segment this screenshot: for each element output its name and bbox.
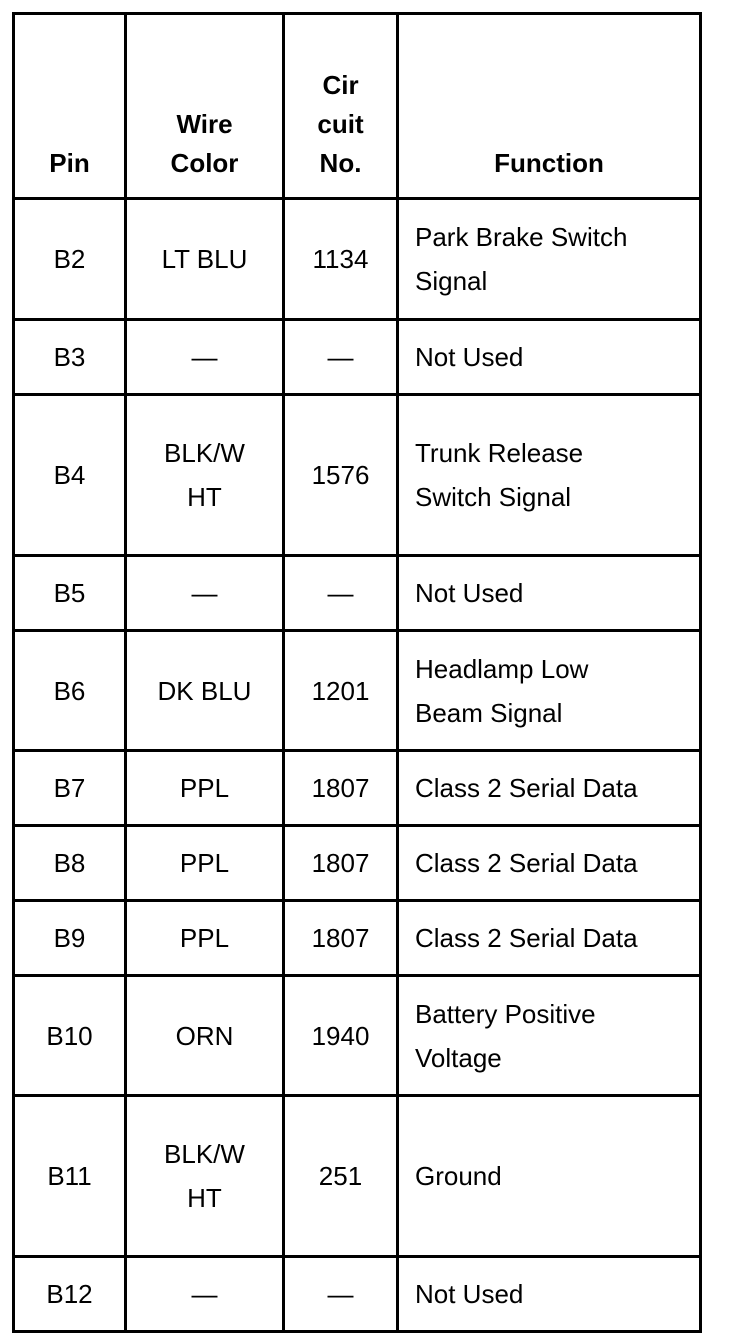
circuit-no-cell: 1807 (284, 751, 398, 826)
circuit-no-cell: 1576 (284, 395, 398, 556)
pin-cell: B11 (14, 1096, 126, 1257)
table-row (14, 395, 701, 556)
pin-cell: B5 (14, 556, 126, 631)
wire-color-cell: PPL (126, 826, 284, 901)
pin-cell: B10 (14, 976, 126, 1096)
table-row (14, 1257, 701, 1332)
table-row (14, 631, 701, 751)
wire-color-cell: — (126, 556, 284, 631)
circuit-no-cell: 1940 (284, 976, 398, 1096)
pin-cell: B7 (14, 751, 126, 826)
pin-cell: B4 (14, 395, 126, 556)
function-cell: Ground (398, 1096, 701, 1257)
header-row (14, 14, 701, 199)
function-cell: Not Used (398, 1257, 701, 1332)
pin-cell: B6 (14, 631, 126, 751)
table-row (14, 556, 701, 631)
wire-color-cell: BLK/W HT (126, 1096, 284, 1257)
table-row (14, 826, 701, 901)
circuit-no-cell: 1134 (284, 199, 398, 320)
circuit-no-cell: — (284, 1257, 398, 1332)
header-pin: Pin (14, 14, 126, 199)
wire-color-cell: DK BLU (126, 631, 284, 751)
function-cell: Class 2 Serial Data (398, 751, 701, 826)
function-cell: Not Used (398, 320, 701, 395)
function-cell: Trunk Release Switch Signal (398, 395, 701, 556)
table-row (14, 199, 701, 320)
function-cell: Headlamp Low Beam Signal (398, 631, 701, 751)
wire-color-cell: BLK/W HT (126, 395, 284, 556)
circuit-no-cell: 251 (284, 1096, 398, 1257)
table-row (14, 901, 701, 976)
function-cell: Class 2 Serial Data (398, 901, 701, 976)
circuit-no-cell: — (284, 556, 398, 631)
pin-table (12, 12, 702, 1333)
wire-color-cell: PPL (126, 901, 284, 976)
circuit-no-cell: 1201 (284, 631, 398, 751)
table-row (14, 751, 701, 826)
wire-color-cell: — (126, 1257, 284, 1332)
table-row (14, 1096, 701, 1257)
table-row (14, 320, 701, 395)
function-cell: Class 2 Serial Data (398, 826, 701, 901)
wire-color-cell: — (126, 320, 284, 395)
pin-cell: B12 (14, 1257, 126, 1332)
pin-cell: B3 (14, 320, 126, 395)
circuit-no-cell: 1807 (284, 826, 398, 901)
header-function: Function (398, 14, 701, 199)
pin-cell: B8 (14, 826, 126, 901)
header-wire-color: Wire Color (126, 14, 284, 199)
pin-cell: B9 (14, 901, 126, 976)
circuit-no-cell: 1807 (284, 901, 398, 976)
wire-color-cell: ORN (126, 976, 284, 1096)
function-cell: Not Used (398, 556, 701, 631)
table-row (14, 976, 701, 1096)
function-cell: Park Brake Switch Signal (398, 199, 701, 320)
header-circuit-no: Cir cuit No. (284, 14, 398, 199)
wire-color-cell: LT BLU (126, 199, 284, 320)
function-cell: Battery Positive Voltage (398, 976, 701, 1096)
wire-color-cell: PPL (126, 751, 284, 826)
circuit-no-cell: — (284, 320, 398, 395)
pin-cell: B2 (14, 199, 126, 320)
